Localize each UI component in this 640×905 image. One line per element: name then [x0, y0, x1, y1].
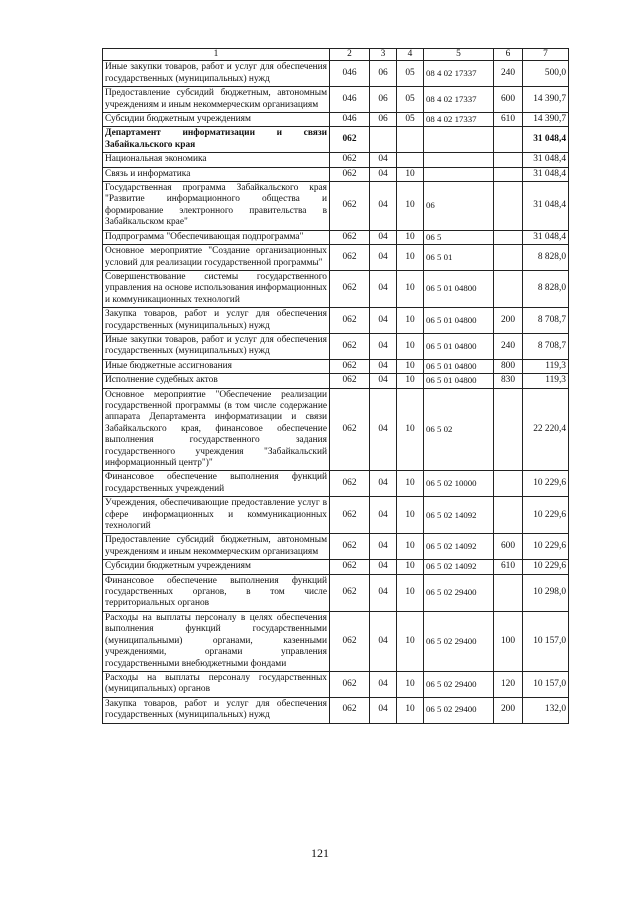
row-section-code-cell: 04: [370, 388, 397, 471]
row-amount-cell: 10 157,0: [523, 671, 569, 697]
row-amount-cell: 31 048,4: [523, 127, 569, 153]
row-target-article-cell: 06 5: [424, 230, 494, 244]
row-section-code-cell: 04: [370, 153, 397, 167]
row-section-code-cell: 06: [370, 61, 397, 87]
row-amount-cell: 119,3: [523, 359, 569, 373]
row-ministry-code-cell: 062: [330, 671, 370, 697]
row-amount-cell: 10 157,0: [523, 611, 569, 671]
row-expense-type-cell: [494, 497, 523, 534]
row-name-cell: Иные закупки товаров, работ и услуг для обеспечения государственных (муниципальных) нужд: [103, 333, 330, 359]
row-amount-cell: 14 390,7: [523, 87, 569, 113]
row-target-article-cell: 06 5 02 29400: [424, 611, 494, 671]
row-subsection-code-cell: 10: [397, 471, 424, 497]
row-name-cell: Основное мероприятие "Создание организационных условий для реализации государственной программы": [103, 245, 330, 271]
row-name-cell: Предоставление субсидий бюджетным, автономным учреждениям и иным некоммерческим организациям: [103, 534, 330, 560]
row-subsection-code-cell: 10: [397, 388, 424, 471]
row-ministry-code-cell: 062: [330, 611, 370, 671]
row-expense-type-cell: 200: [494, 308, 523, 334]
table-row: [103, 611, 569, 671]
row-expense-type-cell: 830: [494, 374, 523, 388]
row-subsection-code-cell: [397, 153, 424, 167]
row-target-article-cell: [424, 153, 494, 167]
row-amount-cell: 10 229,6: [523, 471, 569, 497]
row-name-cell: Национальная экономика: [103, 153, 330, 167]
row-section-code-cell: 04: [370, 333, 397, 359]
row-ministry-code-cell: 062: [330, 308, 370, 334]
row-section-code-cell: 04: [370, 560, 397, 574]
row-ministry-code-cell: 046: [330, 61, 370, 87]
table-row: [103, 560, 569, 574]
table-row: [103, 127, 569, 153]
row-amount-cell: 132,0: [523, 697, 569, 723]
row-expense-type-cell: [494, 182, 523, 231]
row-section-code-cell: 04: [370, 611, 397, 671]
table-row: [103, 497, 569, 534]
row-ministry-code-cell: 062: [330, 697, 370, 723]
row-ministry-code-cell: 062: [330, 534, 370, 560]
row-expense-type-cell: 100: [494, 611, 523, 671]
row-amount-cell: 31 048,4: [523, 182, 569, 231]
row-target-article-cell: 06 5 02 14092: [424, 560, 494, 574]
row-ministry-code-cell: 046: [330, 113, 370, 127]
row-name-cell: Учреждения, обеспечивающие предоставление услуг в сфере информационных и коммуникационных технологий: [103, 497, 330, 534]
row-target-article-cell: 06 5 02 29400: [424, 574, 494, 611]
row-name-cell: Финансовое обеспечение выполнения функций государственных учреждений: [103, 471, 330, 497]
row-target-article-cell: 06: [424, 182, 494, 231]
header-cell: 4: [397, 49, 424, 61]
row-amount-cell: 10 298,0: [523, 574, 569, 611]
row-expense-type-cell: 600: [494, 534, 523, 560]
row-subsection-code-cell: 10: [397, 534, 424, 560]
row-name-cell: Подпрограмма "Обеспечивающая подпрограмма": [103, 230, 330, 244]
row-name-cell: Совершенствование системы государственного управления на основе использования информационных и коммуникационных технологий: [103, 270, 330, 307]
row-name-cell: Исполнение судебных актов: [103, 374, 330, 388]
row-expense-type-cell: 240: [494, 333, 523, 359]
row-name-cell: Расходы на выплаты персоналу государственных (муниципальных) органов: [103, 671, 330, 697]
row-amount-cell: 31 048,4: [523, 153, 569, 167]
row-section-code-cell: 04: [370, 534, 397, 560]
row-expense-type-cell: 600: [494, 87, 523, 113]
row-target-article-cell: 08 4 02 17337: [424, 113, 494, 127]
row-subsection-code-cell: 10: [397, 182, 424, 231]
row-expense-type-cell: 610: [494, 113, 523, 127]
row-amount-cell: 10 229,6: [523, 534, 569, 560]
row-subsection-code-cell: 10: [397, 270, 424, 307]
row-subsection-code-cell: 10: [397, 359, 424, 373]
row-amount-cell: 119,3: [523, 374, 569, 388]
row-expense-type-cell: [494, 153, 523, 167]
table-row: [103, 671, 569, 697]
header-row: [103, 49, 569, 61]
header-cell: 3: [370, 49, 397, 61]
table-row: [103, 245, 569, 271]
row-expense-type-cell: [494, 471, 523, 497]
row-expense-type-cell: [494, 245, 523, 271]
row-section-code-cell: 06: [370, 113, 397, 127]
table-row: [103, 308, 569, 334]
row-subsection-code-cell: 05: [397, 87, 424, 113]
row-amount-cell: 8 828,0: [523, 245, 569, 271]
row-expense-type-cell: [494, 574, 523, 611]
header-cell: 5: [424, 49, 494, 61]
table-row: [103, 270, 569, 307]
row-amount-cell: 10 229,6: [523, 560, 569, 574]
row-target-article-cell: 06 5 02 29400: [424, 697, 494, 723]
row-section-code-cell: 04: [370, 182, 397, 231]
header-cell: 7: [523, 49, 569, 61]
row-target-article-cell: 06 5 02 29400: [424, 671, 494, 697]
row-subsection-code-cell: 10: [397, 167, 424, 181]
row-section-code-cell: 04: [370, 230, 397, 244]
row-amount-cell: 8 708,7: [523, 333, 569, 359]
row-expense-type-cell: [494, 167, 523, 181]
budget-sheet: [102, 48, 568, 724]
row-amount-cell: 500,0: [523, 61, 569, 87]
row-section-code-cell: 04: [370, 574, 397, 611]
row-section-code-cell: 04: [370, 359, 397, 373]
row-section-code-cell: 04: [370, 471, 397, 497]
row-subsection-code-cell: 10: [397, 230, 424, 244]
row-expense-type-cell: 240: [494, 61, 523, 87]
row-section-code-cell: 04: [370, 497, 397, 534]
table-row: [103, 167, 569, 181]
row-ministry-code-cell: 062: [330, 333, 370, 359]
row-ministry-code-cell: 062: [330, 374, 370, 388]
row-amount-cell: 8 828,0: [523, 270, 569, 307]
budget-table: [102, 48, 569, 724]
row-target-article-cell: 06 5 02: [424, 388, 494, 471]
row-target-article-cell: 06 5 02 10000: [424, 471, 494, 497]
row-ministry-code-cell: 062: [330, 471, 370, 497]
row-target-article-cell: 06 5 01 04800: [424, 333, 494, 359]
row-target-article-cell: 06 5 01: [424, 245, 494, 271]
row-ministry-code-cell: 062: [330, 153, 370, 167]
row-name-cell: Субсидии бюджетным учреждениям: [103, 560, 330, 574]
table-row: [103, 153, 569, 167]
row-section-code-cell: 04: [370, 697, 397, 723]
row-section-code-cell: 04: [370, 167, 397, 181]
table-row: [103, 113, 569, 127]
row-ministry-code-cell: 062: [330, 497, 370, 534]
table-row: [103, 87, 569, 113]
row-section-code-cell: 04: [370, 308, 397, 334]
row-subsection-code-cell: 05: [397, 113, 424, 127]
row-subsection-code-cell: 05: [397, 61, 424, 87]
table-row: [103, 471, 569, 497]
row-subsection-code-cell: 10: [397, 611, 424, 671]
row-expense-type-cell: [494, 270, 523, 307]
table-row: [103, 388, 569, 471]
row-name-cell: Закупка товаров, работ и услуг для обеспечения государственных (муниципальных) нужд: [103, 697, 330, 723]
header-cell: 1: [103, 49, 330, 61]
row-ministry-code-cell: 062: [330, 270, 370, 307]
row-section-code-cell: 06: [370, 87, 397, 113]
row-ministry-code-cell: 062: [330, 245, 370, 271]
row-name-cell: Департамент информатизации и связи Забайкальского края: [103, 127, 330, 153]
table-row: [103, 333, 569, 359]
row-ministry-code-cell: 062: [330, 127, 370, 153]
row-target-article-cell: 06 5 02 14092: [424, 497, 494, 534]
row-ministry-code-cell: 062: [330, 388, 370, 471]
table-row: [103, 534, 569, 560]
row-target-article-cell: [424, 127, 494, 153]
row-subsection-code-cell: 10: [397, 697, 424, 723]
row-target-article-cell: 06 5 02 14092: [424, 534, 494, 560]
page-number: 121: [311, 846, 329, 860]
row-subsection-code-cell: 10: [397, 497, 424, 534]
row-name-cell: Расходы на выплаты персоналу в целях обеспечения выполнения функций государственными (муниципальными) органами, казенными учреждениями, органами управления государственными внебюджетными фондами: [103, 611, 330, 671]
row-ministry-code-cell: 062: [330, 560, 370, 574]
row-target-article-cell: 06 5 01 04800: [424, 270, 494, 307]
row-expense-type-cell: [494, 230, 523, 244]
row-subsection-code-cell: 10: [397, 245, 424, 271]
row-name-cell: Государственная программа Забайкальского края "Развитие информационного общества и формирование электронного правительства в Забайкальском крае": [103, 182, 330, 231]
row-name-cell: Связь и информатика: [103, 167, 330, 181]
row-subsection-code-cell: [397, 127, 424, 153]
row-expense-type-cell: [494, 388, 523, 471]
row-ministry-code-cell: 062: [330, 574, 370, 611]
header-cell: 6: [494, 49, 523, 61]
row-subsection-code-cell: 10: [397, 308, 424, 334]
row-ministry-code-cell: 062: [330, 359, 370, 373]
row-ministry-code-cell: 062: [330, 182, 370, 231]
row-name-cell: Основное мероприятие "Обеспечение реализации государственной программы (в том числе содержание аппарата Департамента информатизации и связи Забайкальского края, финансовое обеспечение выполнения государственного задания государственного учреждения "Забайкальский информационный центр")": [103, 388, 330, 471]
row-subsection-code-cell: 10: [397, 560, 424, 574]
row-target-article-cell: 08 4 02 17337: [424, 87, 494, 113]
row-expense-type-cell: 610: [494, 560, 523, 574]
row-subsection-code-cell: 10: [397, 333, 424, 359]
row-target-article-cell: 06 5 01 04800: [424, 359, 494, 373]
row-target-article-cell: 06 5 01 04800: [424, 374, 494, 388]
row-amount-cell: 31 048,4: [523, 230, 569, 244]
row-subsection-code-cell: 10: [397, 671, 424, 697]
row-amount-cell: 8 708,7: [523, 308, 569, 334]
row-target-article-cell: 08 4 02 17337: [424, 61, 494, 87]
row-name-cell: Закупка товаров, работ и услуг для обеспечения государственных (муниципальных) нужд: [103, 308, 330, 334]
table-body: [103, 61, 569, 723]
table-row: [103, 374, 569, 388]
table-row: [103, 359, 569, 373]
row-section-code-cell: 04: [370, 671, 397, 697]
table-row: [103, 697, 569, 723]
table-row: [103, 182, 569, 231]
row-section-code-cell: 04: [370, 270, 397, 307]
row-target-article-cell: [424, 167, 494, 181]
row-expense-type-cell: 120: [494, 671, 523, 697]
row-expense-type-cell: [494, 127, 523, 153]
row-ministry-code-cell: 046: [330, 87, 370, 113]
row-expense-type-cell: 800: [494, 359, 523, 373]
row-section-code-cell: 04: [370, 245, 397, 271]
row-name-cell: Субсидии бюджетным учреждениям: [103, 113, 330, 127]
row-subsection-code-cell: 10: [397, 574, 424, 611]
row-target-article-cell: 06 5 01 04800: [424, 308, 494, 334]
row-amount-cell: 22 220,4: [523, 388, 569, 471]
row-name-cell: Предоставление субсидий бюджетным, автономным учреждениям и иным некоммерческим организациям: [103, 87, 330, 113]
row-name-cell: Иные закупки товаров, работ и услуг для обеспечения государственных (муниципальных) нужд: [103, 61, 330, 87]
row-subsection-code-cell: 10: [397, 374, 424, 388]
row-name-cell: Финансовое обеспечение выполнения функций государственных органов, в том числе территориальных органов: [103, 574, 330, 611]
row-section-code-cell: [370, 127, 397, 153]
header-cell: 2: [330, 49, 370, 61]
row-expense-type-cell: 200: [494, 697, 523, 723]
row-ministry-code-cell: 062: [330, 167, 370, 181]
row-section-code-cell: 04: [370, 374, 397, 388]
row-amount-cell: 14 390,7: [523, 113, 569, 127]
table-row: [103, 230, 569, 244]
row-name-cell: Иные бюджетные ассигнования: [103, 359, 330, 373]
row-amount-cell: 10 229,6: [523, 497, 569, 534]
row-amount-cell: 31 048,4: [523, 167, 569, 181]
row-ministry-code-cell: 062: [330, 230, 370, 244]
table-row: [103, 61, 569, 87]
table-row: [103, 574, 569, 611]
